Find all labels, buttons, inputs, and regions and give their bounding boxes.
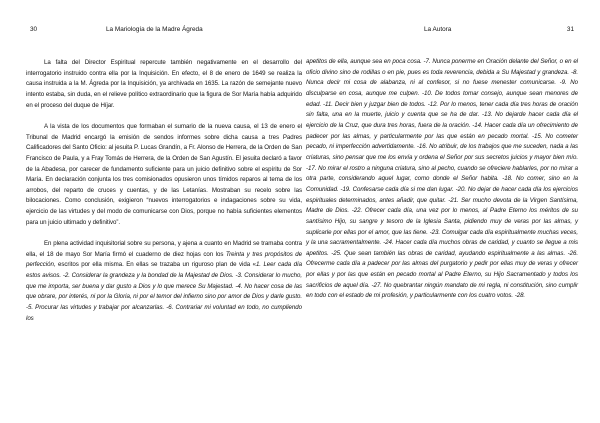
paragraph-3 (26, 239, 302, 324)
right-page-body (306, 57, 578, 302)
left-page (26, 0, 302, 423)
paragraph-3-book-title: Treinta y tres propósitos de perfección (26, 250, 302, 269)
running-title-left: La Mariología de la Madre Ágreda (106, 26, 203, 33)
right-page-header (306, 25, 578, 35)
paragraph-continued: apetitos de ella, aunque sea en poca cosa. -7. Nunca ponerme en Oración delante del Señor, o en el oficio divino sino de rodillas o en pie, pues es toda reverencia, debida a Su Majestad y grandeza. -8. Nunca decir mi cosa de alabanza, ni al confesor, si no fuese menester comunicarse. -9. No disculparse en cosa, aunque me culpen. -10. De todos tomar consejo, aunque sean menores de edad. -11. Decir bien y juzgar bien de todos. -12. Por lo menos, tener cada día tres horas de oración sin falta, una en la muerte, juicio y cuenta que se ha de dar. -13. No dejarde hacer cada día el ejercicio de la Cruz, que dura tres horas, fuera de la oración. -14. Hacer cada día un ofrecimiento de padecer por las almas, y particularmente por las que están en pecado mortal. -15. No cometer pecado, ni imperfección advertidamente. -16. No atribuir, de los trabajos que me suceden, nada a las criaturas, sino pensar que me los envía y ordena el Señor por sus secretos juicios y mayor bien mío. -17. No mirar el rostro a ninguna criatura, sino al pecho, cuando se ofreciere hablarles, por no mirar a otra parte, considerando aquel lugar, como donde el Señor habita. -18. No comer, sino en la Comunidad. -19. Confesarse cada día si me dan lugar. -20. No dejar de hacer cada día los ejercicios espirituales determinados, antes añadir, que quitar. -21. Ser mucho devota de la Virgen Santísima, Madre de Dios. -22. Ofrecer cada día, una vez por lo menos, al Padre Eterno los méritos de su santísimo Hijo, su sangre y tesoro de la Iglesia Santa, pidiendo muy de veras por las almas, y suplicarle por ellas por el amor, que las tiene. -23. Comulgar cada día espiritualmente muchas veces, y la una sacramentalmente. -24. Hacer cada día muchos obras de caridad, y cuanto se llegue a mis apetitos. -25. Que sean también las obras de caridad, ayudando espiritualmente a las almas. -26. Ofrecerme cada día a padecer por las almas del purgatorio y pedir por ellas muy de veras y ofrecer por ellas y por las que están en pecado mortal al Padre Eterno, su Hijo Sacramentado y todos los sacrificios de aquel día. -27. No quebrantar ningún mandato de mi regla, ni constitución, sino cumplir en todo con el estado de mi profesión, y particularmente con los cuatro votos. -28. (306, 58, 578, 300)
paragraph-3-text-2: , escritos por ella misma. En ellas se trazaba un riguroso plan de vida « (53, 261, 256, 269)
page-number-right: 31 (566, 26, 574, 33)
paragraph-2: A la vista de los documentos que formaban el sumario de la nueva causa, el 13 de enero el Tribunal de Madrid encargó la emisión de sendos informes sobre dicha causa a tres Padres Calificadores del Santo Oficio: al jesuita P. Lucas Grandín, a Fr. Alonso de Herrera, de la Orden de San Francisco de Paula, y a Fray Tomás de Herrera, de la Orden de San Agustín. El jesuita declaró a favor de la Abadesa, por carecer de fundamento suficiente para un juicio definitivo sobre el espíritu de Sor María. En declaración conjunta los tres comisionados opusieron unos tímidos reparos al tema de los arrobos, del reparto de cruces y cuentas, y de las Letanías. Mostraban su recelo sobre las bilocaciones. Como conclusión, exigieron “nuevos interrogatorios e indagaciones sobre su vida, ejercicio de las virtudes y del modo de comunicarse con Dios, porque no había suficientes elementos para un juicio ultimado y definitivo”. (26, 122, 302, 226)
page-number-left: 30 (30, 26, 38, 33)
paragraph-1: La falta del Director Espiritual repercute también negativamente en el desarrollo del interrogatorio instruido contra ella por la Inquisición. En efecto, el 8 de enero de 1649 se realiza la causa instruida a la M. Ágreda por la Inquisición, ya archivada en 1635. La razón de semejante nuevo intento estaba, sin duda, en el relieve político extraordinario que la figura de Sor María había adquirido en el proceso del duque de Híjar. (26, 59, 302, 109)
right-page (306, 0, 578, 423)
paragraph-3-text: En plena actividad inquisitorial sobre su persona, y ajena a cuanto en Madrid se tramaba contra ella, el 18 de mayo Sor María firmó el cuaderno de diez hojas con los (26, 240, 302, 258)
running-title-right: La Autora (424, 26, 452, 33)
left-page-header (26, 25, 302, 35)
paragraph-3-list: 1. Leer cada día estos avisos. -2. Considerar la grandeza y la bondad de la Majestad de Dios. -3. Considerar lo mucho, que me importa, ser buena y dar gusto a Dios y lo que merece Su Majestad. -4. No hacer cosa de las que obrare, por interés, ni por la Gloria, ni por el temor del infierno sino por amor de Dios y darle gusto. -5. Procurar las virtudes y trabajar por alcanzarlas. -6. Contrariar mi voluntad en todo, no cumpliendo los (26, 261, 302, 322)
left-page-body (26, 58, 302, 324)
